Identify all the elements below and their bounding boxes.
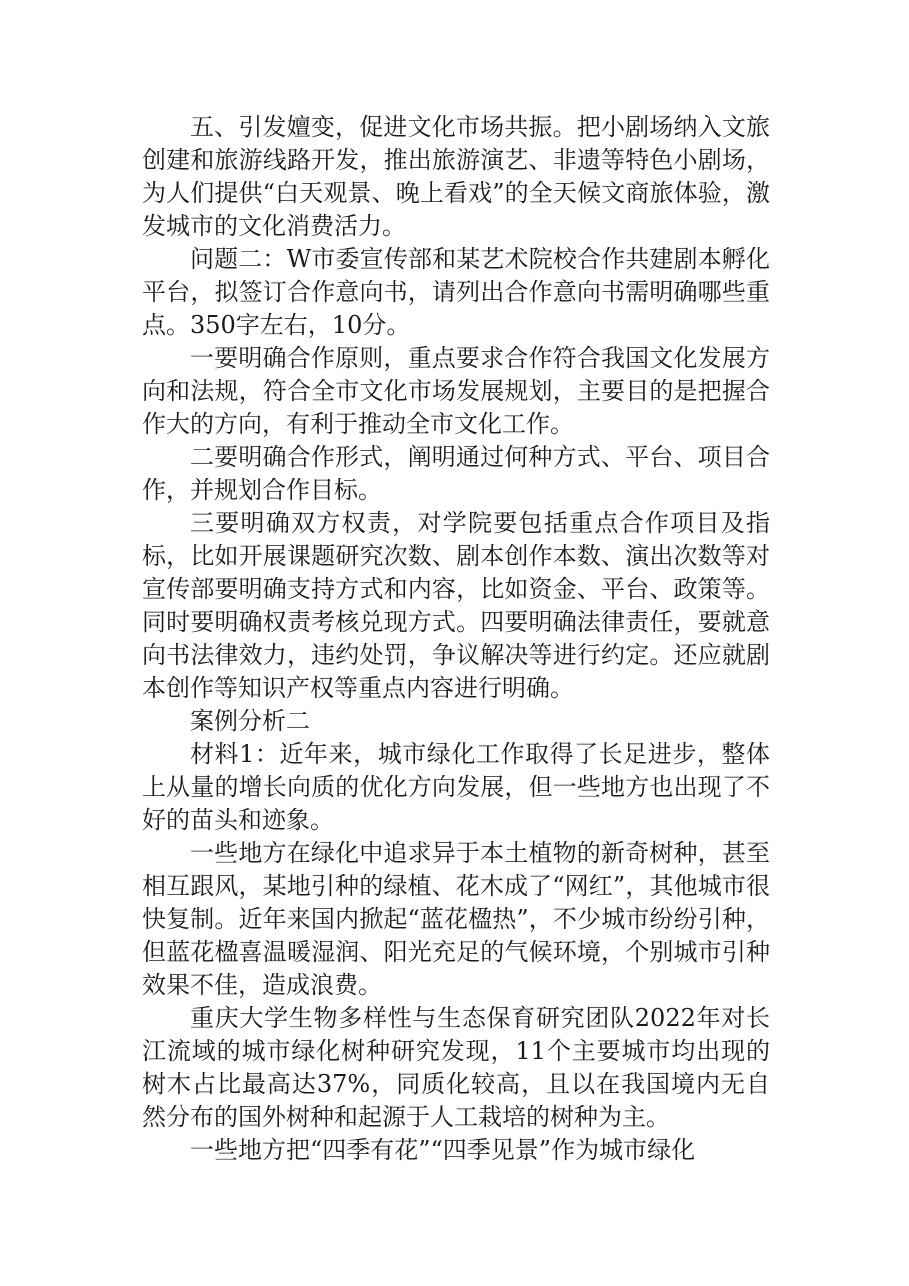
paragraph-question-two: 问题二：W市委宣传部和某艺术院校合作共建剧本孵化平台，拟签订合作意向书，请列出合作意向书需明确哪些重点。350字左右，10分。: [142, 245, 770, 339]
document-body: [142, 111, 770, 1167]
paragraph-four-seasons: 一些地方把“四季有花”“四季见景”作为城市绿化: [190, 1136, 696, 1164]
paragraph-material-one: 材料1：近年来，城市绿化工作取得了长足进步，整体上从量的增长向质的优化方向发展，但一些地方也出现了不好的苗头和迹象。: [142, 740, 770, 834]
paragraph-cooperation-principles: 一要明确合作原则，重点要求合作符合我国文化发展方向和法规，符合全市文化市场发展规划，主要目的是把握合作大的方向，有利于推动全市文化工作。: [142, 344, 770, 438]
paragraph-cooperation-form: 二要明确合作形式，阐明通过何种方式、平台、项目合作，并规划合作目标。: [142, 443, 770, 504]
paragraph-shift-to-culture-market: 五、引发嬗变，促进文化市场共振。把小剧场纳入文旅创建和旅游线路开发，推出旅游演艺、非遗等特色小剧场，为人们提供“白天观景、晚上看戏”的全天候文商旅体验，激发城市的文化消费活力。: [142, 113, 770, 240]
paragraph-rights-and-duties: 三要明确双方权责，对学院要包括重点合作项目及指标，比如开展课题研究次数、剧本创作本数、演出次数等对宣传部要明确支持方式和内容，比如资金、平台、政策等。同时要明确权责考核兑现方式。四要明确法律责任，要就意向书法律效力，违约处罚，争议解决等进行约定。还应就剧本创作等知识产权等重点内容进行明确。: [142, 509, 770, 702]
section-heading-case-analysis-two: 案例分析二: [190, 707, 310, 735]
paragraph-research-findings: 重庆大学生物多样性与生态保育研究团队2022年对长江流域的城市绿化树种研究发现，11个主要城市均出现的树木占比最高达37%，同质化较高，且以在我国境内无自然分布的国外树种和起源于人工栽培的树种为主。: [142, 1004, 770, 1131]
paragraph-novel-tree-species: 一些地方在绿化中追求异于本土植物的新奇树种，甚至相互跟风，某地引种的绿植、花木成了“网红”，其他城市很快复制。近年来国内掀起“蓝花楹热”，不少城市纷纷引种，但蓝花楹喜温暖湿润、阳光充足的气候环境，个别城市引种效果不佳，造成浪费。: [142, 839, 770, 999]
